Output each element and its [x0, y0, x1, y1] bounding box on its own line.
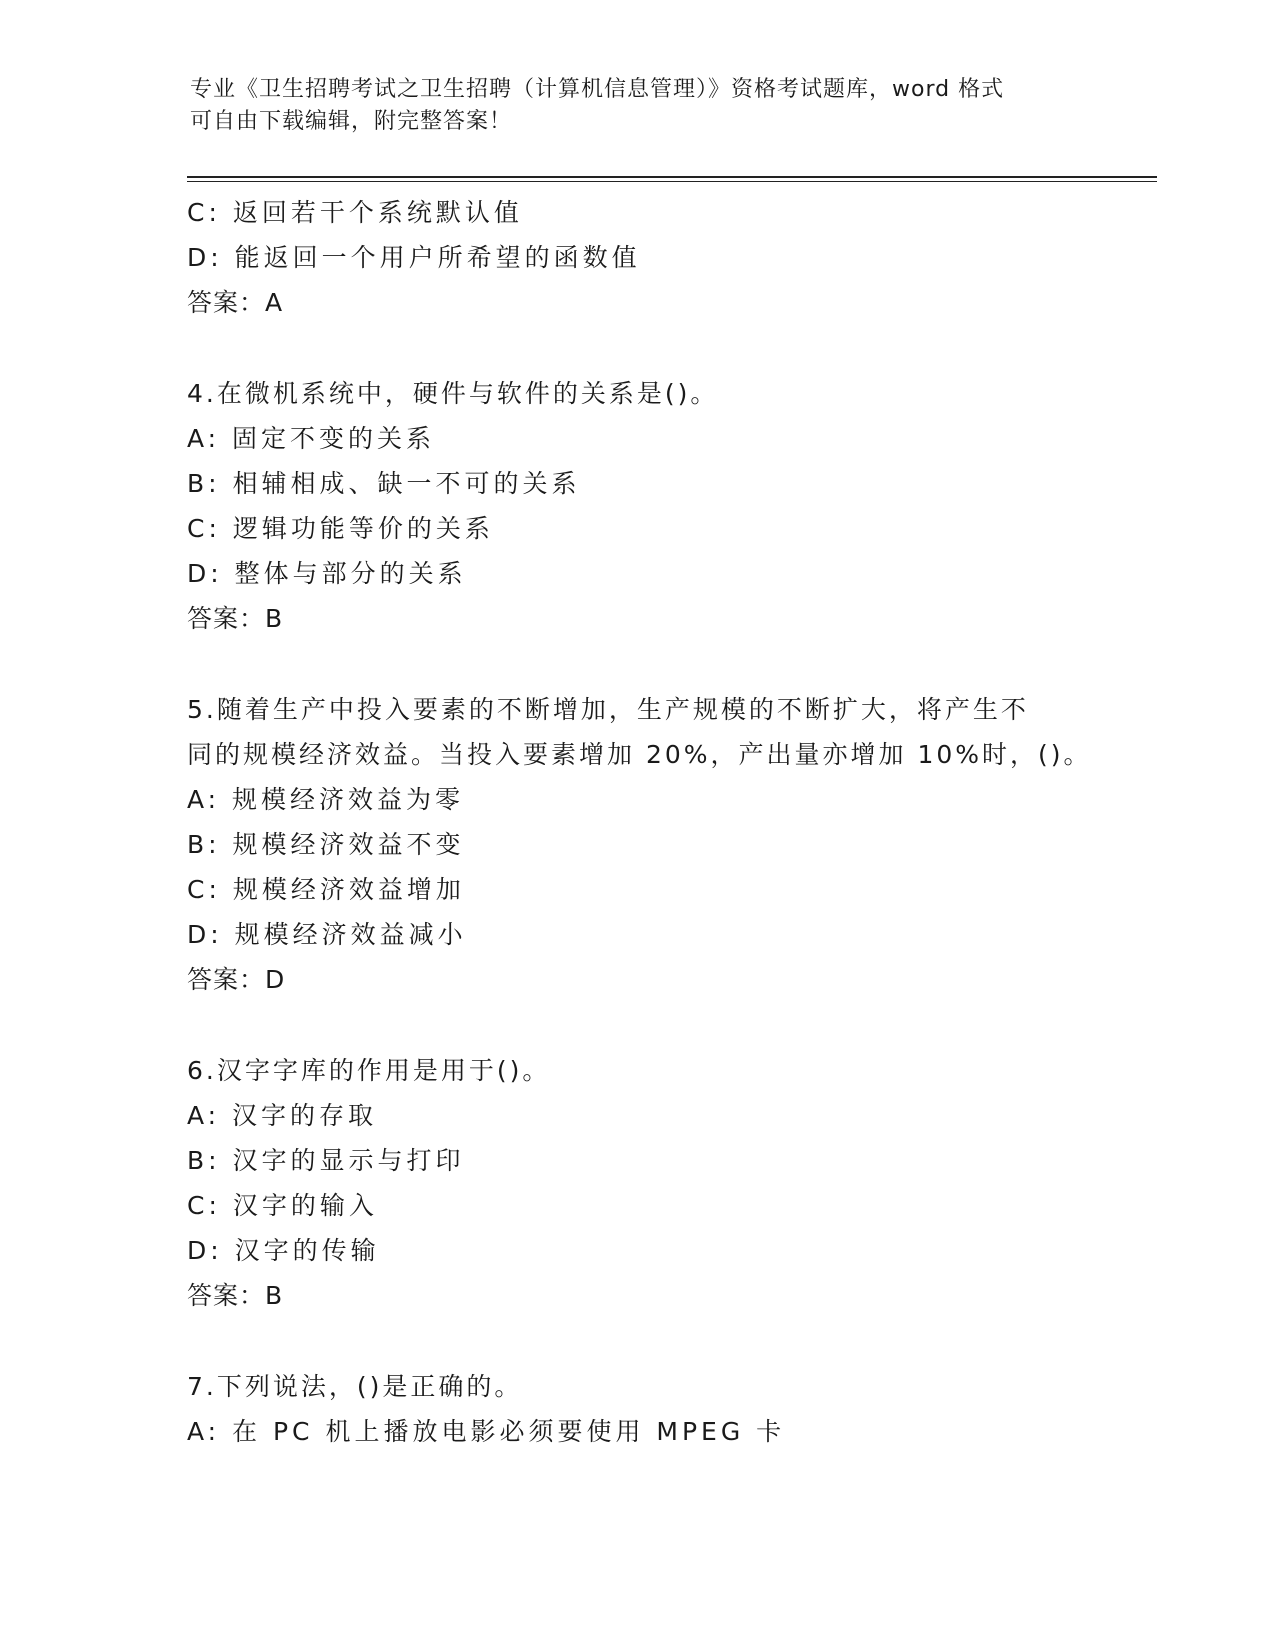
- header-line-1: 专业《卫生招聘考试之卫生招聘（计算机信息管理）》资格考试题库，word 格式: [190, 77, 1005, 102]
- option-a: A: 在 PC 机上播放电影必须要使用 MPEG 卡: [187, 1417, 786, 1446]
- question-list: [187, 190, 1107, 1454]
- question-5: [187, 687, 1107, 1002]
- answer-line: 答案：D: [187, 965, 286, 994]
- option-c: C: 汉字的输入: [187, 1191, 378, 1220]
- question-stem-continued: 同的规模经济效益。当投入要素增加 20%，产出量亦增加 10%时，()。: [187, 740, 1092, 769]
- answer-line: 答案：B: [187, 1281, 284, 1310]
- option-d: D: 汉字的传输: [187, 1236, 380, 1265]
- option-b: B: 相辅相成、缺一不可的关系: [187, 469, 581, 498]
- question-stem: 5.随着生产中投入要素的不断增加，生产规模的不断扩大，将产生不: [187, 695, 1029, 724]
- option-c: C: 返回若干个系统默认值: [187, 198, 523, 227]
- answer-line: 答案：B: [187, 604, 284, 633]
- option-a: A: 规模经济效益为零: [187, 785, 465, 814]
- header-line-2: 可自由下载编辑，附完整答案！: [190, 109, 513, 134]
- question-4: [187, 371, 1107, 641]
- option-b: B: 汉字的显示与打印: [187, 1146, 465, 1175]
- question-stem: 6.汉字字库的作用是用于()。: [187, 1056, 551, 1085]
- option-d: D: 整体与部分的关系: [187, 559, 467, 588]
- question-stem: 7.下列说法，()是正确的。: [187, 1372, 523, 1401]
- option-a: A: 固定不变的关系: [187, 424, 436, 453]
- header-divider: [187, 176, 1157, 182]
- question-3-continuation: [187, 190, 1107, 325]
- option-c: C: 逻辑功能等价的关系: [187, 514, 494, 543]
- question-stem: 4.在微机系统中，硬件与软件的关系是()。: [187, 379, 719, 408]
- option-b: B: 规模经济效益不变: [187, 830, 465, 859]
- option-d: D: 规模经济效益减小: [187, 920, 467, 949]
- option-c: C: 规模经济效益增加: [187, 875, 465, 904]
- option-a: A: 汉字的存取: [187, 1101, 378, 1130]
- document-header: [190, 74, 1090, 138]
- question-7: [187, 1364, 1107, 1454]
- answer-line: 答案：A: [187, 288, 284, 317]
- option-d: D: 能返回一个用户所希望的函数值: [187, 243, 641, 272]
- question-6: [187, 1048, 1107, 1318]
